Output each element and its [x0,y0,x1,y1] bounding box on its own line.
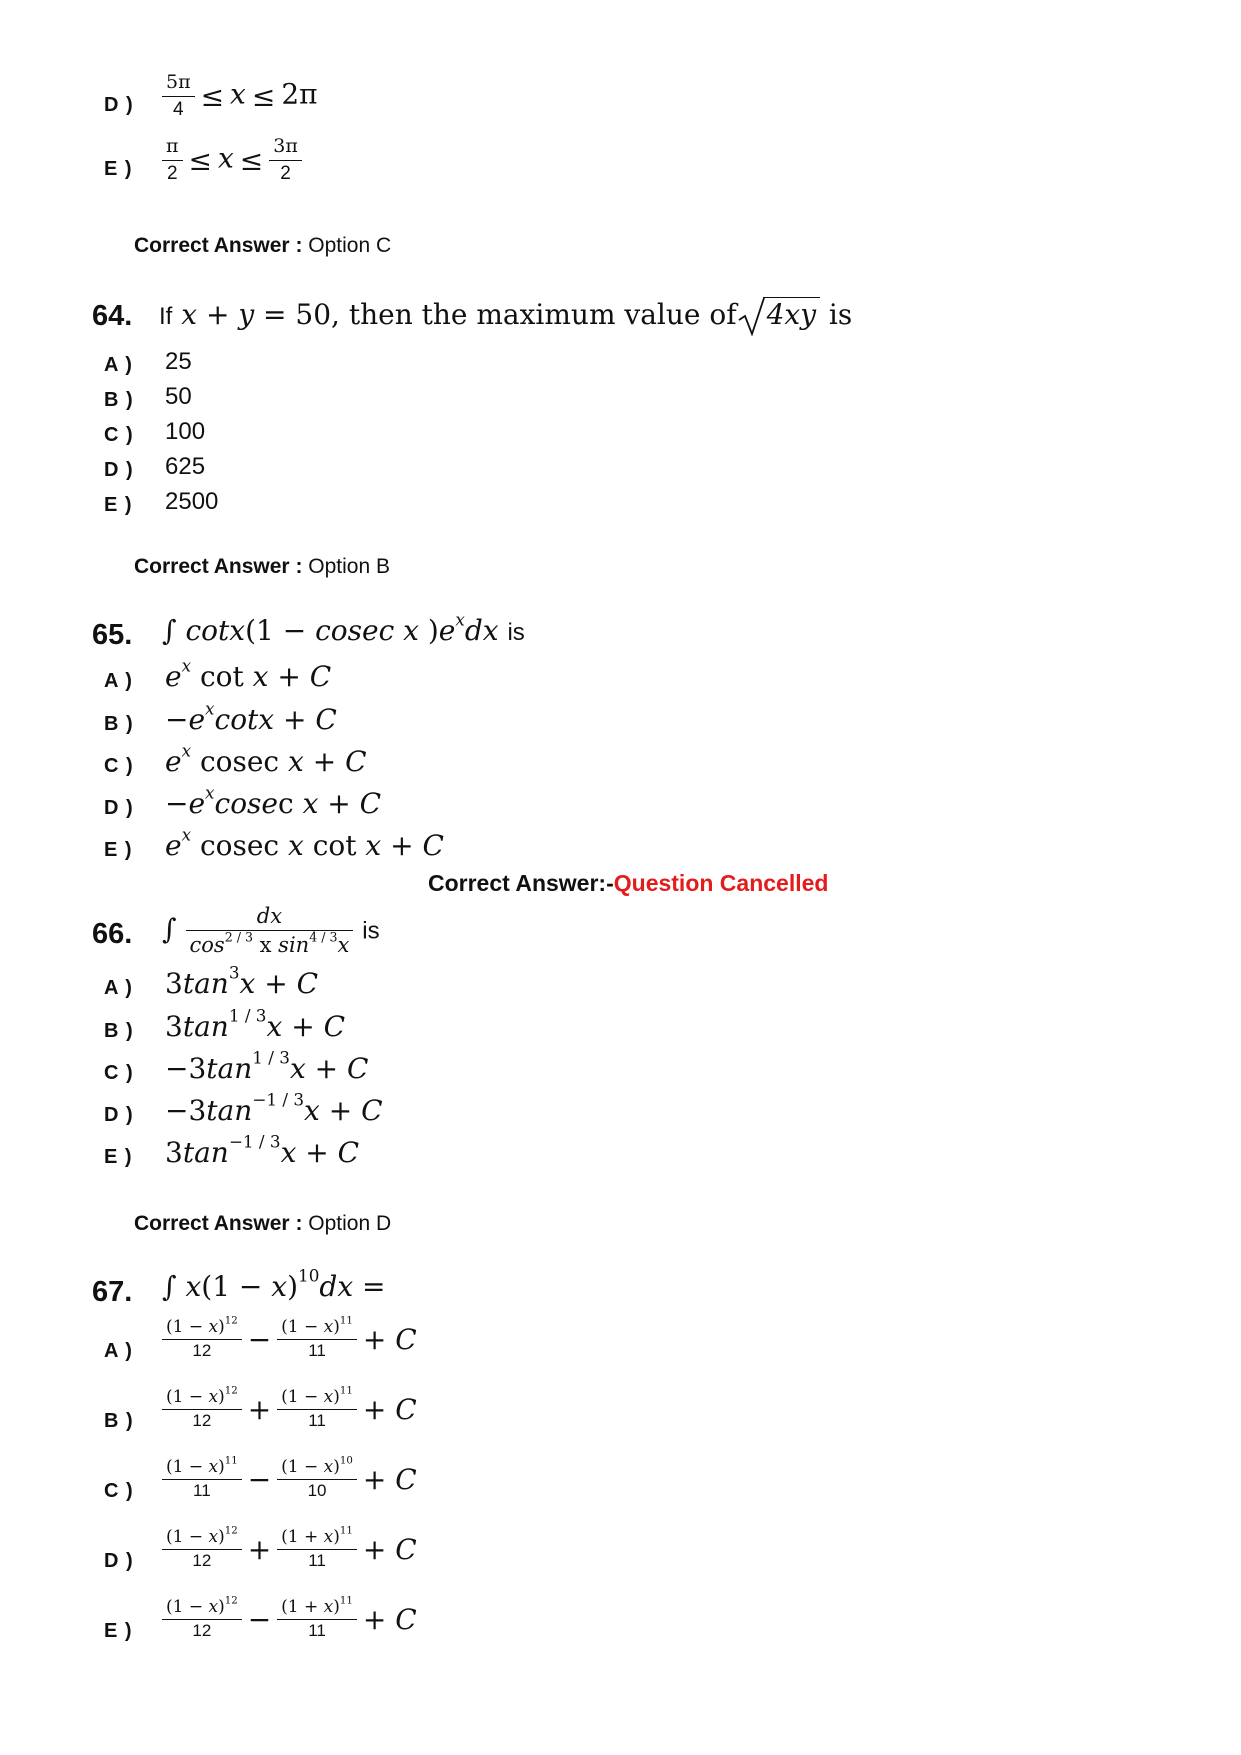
q64-stem: If x + y = 50, then the maximum value of 4xy is [159,298,852,331]
q66-option-d-label: D ) [104,1104,134,1126]
q64-option-d-text: 625 [165,453,206,480]
q66-stem: ∫ $\frac{dx}{\cos^{2 / 3} x \sin^{4 / 3}x}$ is [162,904,380,958]
q65-option-e-text: $e^x$ cosec x cot x + C [165,824,444,862]
q66-option-c-label: C ) [104,1062,134,1084]
q67-option-d-label: D ) [104,1550,134,1572]
q64-option-a-text: 25 [165,348,192,375]
q65-option-a-text: $e^x$ cot x + C [165,655,332,693]
q64-option-b-text: 50 [165,383,192,410]
q67-option-d-text: $\frac{(1 - x)^{12}}{12}$ + $\frac{(1 + x)^{11}}{11}$ + C [162,1526,423,1573]
q67-option-e-text: $\frac{(1 - x)^{12}}{12}$ − $\frac{(1 + x)^{11}}{11}$ + C [162,1596,423,1643]
q64-option-d-label: D ) [104,459,134,481]
q66-option-a-text: $3\tan^3x + C$ [165,962,318,1000]
q63-option-e-text: $\frac{\pi}{2}$ ≤ x ≤ $\frac{3\pi}{2}$ [162,134,302,186]
q65-correct-answer [428,870,828,897]
q67-option-e-label: E ) [104,1620,133,1642]
answer-value-cancelled: Question Cancelled [613,870,829,896]
q66-option-c-text: $-3\tan^{1 / 3}x + C$ [165,1047,369,1085]
q65-option-d-label: D ) [104,797,134,819]
q64-option-e-text: 2500 [165,488,219,515]
q63-option-d-label: D ) [104,94,134,116]
answer-label: Correct Answer:- [428,870,614,896]
q66-correct-answer [134,1212,391,1236]
q66-option-a-label: A ) [104,977,133,999]
q67-option-c-label: C ) [104,1480,134,1502]
q67-option-b-label: B ) [104,1410,134,1432]
answer-label: Correct Answer : [134,555,303,578]
q67-option-a-text: $\frac{(1 - x)^{12}}{12}$ − $\frac{(1 - x)^{11}}{11}$ + C [162,1316,423,1363]
q67-option-a-label: A ) [104,1340,133,1362]
q65-option-c-label: C ) [104,755,134,777]
answer-value: Option C [308,234,392,257]
q65-number: 65. [92,619,133,651]
q65-option-e-label: E ) [104,839,133,861]
answer-value: Option D [308,1212,392,1235]
q65-option-d-text: $-e^xcosec$ x + C [165,782,382,820]
q63-option-d-text: $\frac{5\pi}{4}$ ≤ x ≤ 2π [162,70,318,122]
q64-correct-answer [134,555,390,579]
q64-option-a-label: A ) [104,354,133,376]
q66-option-e-label: E ) [104,1146,133,1168]
q66-number: 66. [92,918,133,950]
q65-option-a-label: A ) [104,670,133,692]
q65-option-b-text: $-e^x\cot x + C$ [165,698,337,736]
q64-option-e-label: E ) [104,494,133,516]
q63-option-e-label: E ) [104,158,133,180]
q67-stem: ∫ $x(1 - x)^{10}dx$ = [162,1265,386,1303]
answer-value: Option B [308,555,390,578]
q63-correct-answer [134,234,391,258]
q64-stem-prefix: If [159,303,173,330]
q65-option-b-label: B ) [104,713,134,735]
answer-label: Correct Answer : [134,234,303,257]
q66-option-b-label: B ) [104,1020,134,1042]
sqrt-icon [737,296,765,336]
q64-option-c-text: 100 [165,418,206,445]
q65-stem: ∫ cotx(1 − cosec x )$e^xdx$ is [162,609,525,647]
q65-option-c-text: $e^x$ cosec x + C [165,740,367,778]
q66-option-e-text: $3\tan^{-1 / 3}x + C$ [165,1131,360,1169]
q66-option-b-text: $3\tan^{1 / 3}x + C$ [165,1005,345,1043]
q67-number: 67. [92,1276,133,1308]
q64-option-b-label: B ) [104,389,134,411]
q67-option-c-text: $\frac{(1 - x)^{11}}{11}$ − $\frac{(1 - x)^{10}}{10}$ + C [162,1456,423,1503]
answer-label: Correct Answer : [134,1212,303,1235]
q64-number: 64. [92,300,133,332]
q67-option-b-text: $\frac{(1 - x)^{12}}{12}$ + $\frac{(1 - x)^{11}}{11}$ + C [162,1386,423,1433]
q66-option-d-text: $-3\tan^{-1 / 3}x + C$ [165,1089,383,1127]
q64-option-c-label: C ) [104,424,134,446]
